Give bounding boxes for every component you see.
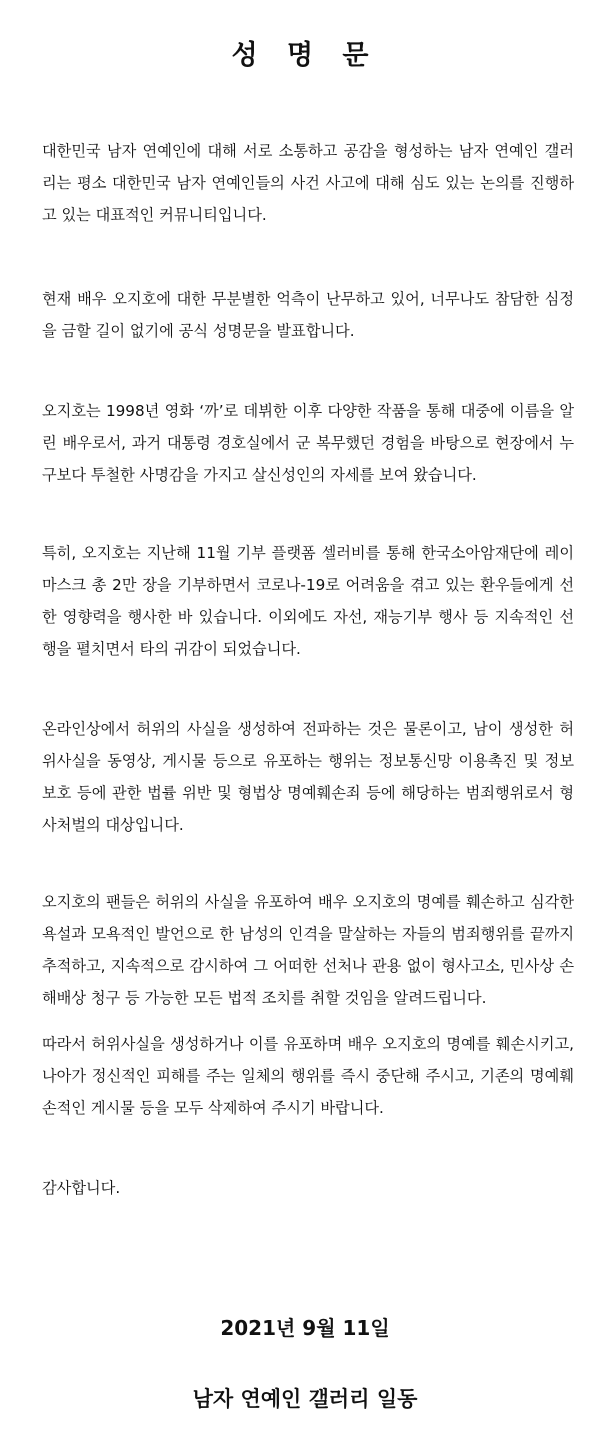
document-date: 2021년 9월 11일: [220, 1316, 390, 1340]
paragraph-introduction: 대한민국 남자 연예인에 대해 서로 소통하고 공감을 형성하는 남자 연예인 갤러리는 평소 대한민국 남자 연예인들의 사건 사고에 대해 심도 있는 논의를 진행하고 있는 대표적인 커뮤니티입니다.: [42, 142, 574, 224]
paragraph-career: 오지호는 1998년 영화 ‘까’로 데뷔한 이후 다양한 작품을 통해 대중에 이름을 알린 배우로서, 과거 대통령 경호실에서 군 복무했던 경험을 바탕으로 현장에서 누구보다 투철한 사명감을 가지고 살신성인의 자세를 보여 왔습니다.: [42, 402, 574, 484]
paragraph-announcement: 현재 배우 오지호에 대한 무분별한 억측이 난무하고 있어, 너무나도 참담한 심정을 금할 길이 없기에 공식 성명문을 발표합니다.: [42, 290, 574, 340]
paragraph-thanks: 감사합니다.: [42, 1179, 121, 1197]
paragraph-donation: 특히, 오지호는 지난해 11월 기부 플랫폼 셀러비를 통해 한국소아암재단에 레이마스크 총 2만 장을 기부하면서 코로나-19로 어려움을 겪고 있는 환우들에게 선한 영향력을 행사한 바 있습니다. 이외에도 자선, 재능기부 행사 등 지속적인 선행을 펼치면서 타의 귀감이 되었습니다.: [42, 544, 574, 658]
document-signature: 남자 연예인 갤러리 일동: [192, 1387, 418, 1411]
paragraph-request: 따라서 허위사실을 생성하거나 이를 유포하며 배우 오지호의 명예를 훼손시키고, 나아가 정신적인 피해를 주는 일체의 행위를 즉시 중단해 주시고, 기존의 명예훼손적인 게시물 등을 모두 삭제하여 주시기 바랍니다.: [42, 1035, 574, 1117]
paragraph-legal-notice: 온라인상에서 허위의 사실을 생성하여 전파하는 것은 물론이고, 남이 생성한 허위사실을 동영상, 게시물 등으로 유포하는 행위는 정보통신망 이용촉진 및 정보보호 등에 관한 법률 위반 및 형법상 명예훼손죄 등에 해당하는 범죄행위로서 형사처벌의 대상입니다.: [42, 720, 574, 834]
paragraph-legal-action: 오지호의 팬들은 허위의 사실을 유포하여 배우 오지호의 명예를 훼손하고 심각한 욕설과 모욕적인 발언으로 한 남성의 인격을 말살하는 자들의 범죄행위를 끝까지 추적하고, 지속적으로 감시하여 그 어떠한 선처나 관용 없이 형사고소, 민사상 손해배상 청구 등 가능한 모든 법적 조치를 취할 것임을 알려드립니다.: [42, 893, 574, 1007]
document-title: 성 명 문: [231, 40, 379, 71]
